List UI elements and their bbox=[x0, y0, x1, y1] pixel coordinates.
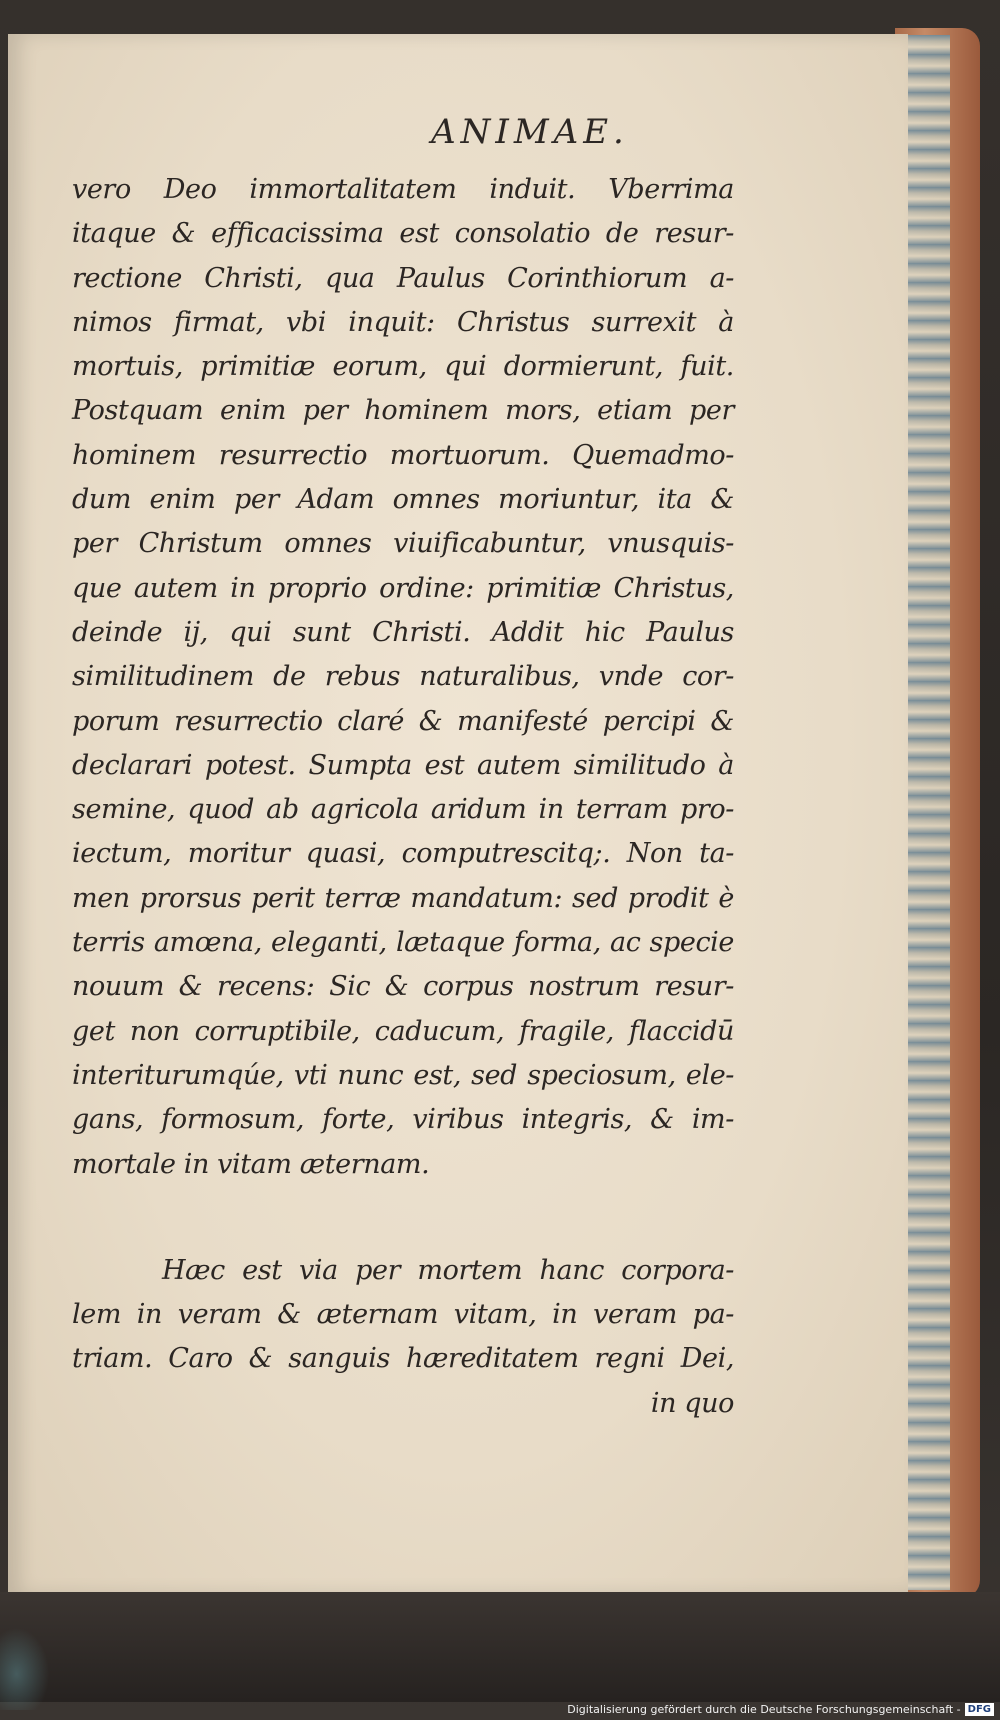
text-line: gans, formosum, forte, viribus integris, & im- bbox=[72, 1104, 734, 1136]
text-line: interiturumqúe, vti nunc est, sed speciosum, ele- bbox=[72, 1059, 734, 1091]
paragraph-2 bbox=[72, 1249, 734, 1426]
text-line: per Christum omnes viuificabuntur, vnusquis- bbox=[72, 528, 734, 560]
body-text bbox=[72, 168, 734, 1426]
text-line: men prorsus perit terræ mandatum: sed prodit è bbox=[72, 882, 734, 914]
catchword: in quo bbox=[650, 1387, 734, 1419]
text-line: dum enim per Adam omnes moriuntur, ita & bbox=[72, 484, 734, 516]
paragraph-gap bbox=[72, 1187, 734, 1249]
text-line: deinde ij, qui sunt Christi. Addit hic Paulus bbox=[72, 616, 734, 648]
paragraph-1 bbox=[72, 168, 734, 1187]
background-below-page bbox=[0, 1592, 1000, 1702]
credit-text: Digitalisierung gefördert durch die Deutsche Forschungsgemeinschaft - bbox=[567, 1702, 961, 1716]
running-head: ANIMAE. bbox=[431, 112, 629, 152]
digitization-credit bbox=[567, 1701, 994, 1717]
text-line: rectione Christi, qua Paulus Corinthiorum a- bbox=[72, 262, 734, 294]
text-line: semine, quod ab agricola aridum in terram pro- bbox=[72, 794, 734, 826]
text-line: porum resurrectio claré & manifesté percipi & bbox=[72, 705, 734, 737]
text-line: hominem resurrectio mortuorum. Quemadmo- bbox=[72, 439, 734, 471]
text-line: vero Deo immortalitatem induit. Vberrima bbox=[72, 174, 734, 205]
bookmark-thread bbox=[0, 1620, 55, 1710]
text-line: triam. Caro & sanguis hæreditatem regni Dei, bbox=[72, 1343, 734, 1375]
text-line: get non corruptibile, caducum, fragile, flaccidū bbox=[72, 1015, 734, 1047]
text-line: similitudinem de rebus naturalibus, vnde cor- bbox=[72, 661, 734, 693]
text-line: que autem in proprio ordine: primitiæ Christus, bbox=[72, 572, 734, 604]
text-line: nimos firmat, vbi inquit: Christus surrexit à bbox=[72, 306, 734, 338]
text-line: declarari potest. Sumpta est autem similitudo à bbox=[72, 749, 734, 781]
text-line: mortale in vitam æternam. bbox=[72, 1148, 430, 1180]
text-line: terris amœna, eleganti, lætaque forma, ac specie bbox=[72, 927, 734, 959]
text-line: mortuis, primitiæ eorum, qui dormierunt, fuit. bbox=[72, 351, 734, 383]
text-line: iectum, moritur quasi, computrescitq;. Non ta- bbox=[72, 838, 734, 870]
dfg-logo: DFG bbox=[965, 1703, 994, 1716]
text-line: itaque & efficacissima est consolatio de resur- bbox=[72, 218, 734, 250]
text-line: nouum & recens: Sic & corpus nostrum resur- bbox=[72, 971, 734, 1003]
text-line: Hæc est via per mortem hanc corpora- bbox=[162, 1254, 734, 1286]
text-line: lem in veram & æternam vitam, in veram pa- bbox=[72, 1299, 734, 1331]
text-line: Postquam enim per hominem mors, etiam per bbox=[72, 395, 734, 427]
